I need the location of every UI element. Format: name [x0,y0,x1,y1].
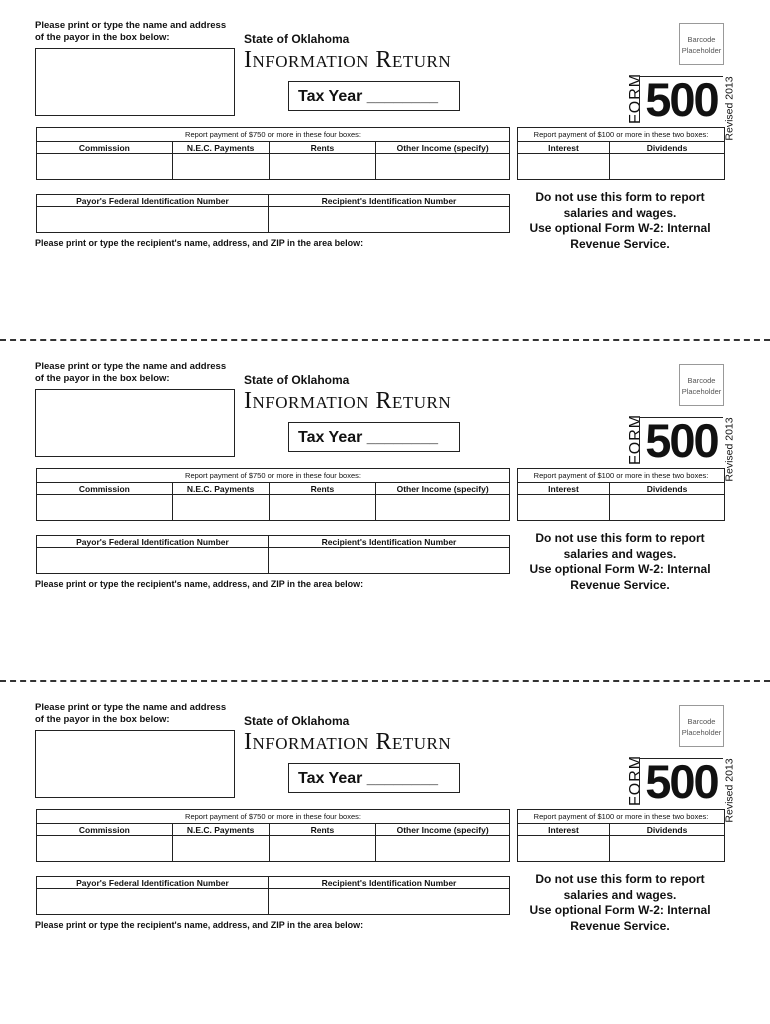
col-nec-payments: N.E.C. Payments [172,483,269,495]
recipient-id-field[interactable] [269,548,510,574]
warning-text: Do not use this form to report salaries and wages. Use optional Form W-2: Internal Revenue Service. [529,531,711,592]
interest-field[interactable] [518,495,610,521]
interest-field[interactable] [518,154,610,180]
warning-text: Do not use this form to report salaries and wages. Use optional Form W-2: Internal Revenue Service. [529,872,711,933]
payor-address-box[interactable] [35,389,235,457]
recipient-id-label: Recipient's Identification Number [269,877,510,889]
dividends-field[interactable] [610,154,725,180]
col-interest: Interest [518,142,610,154]
payor-fein-field[interactable] [37,207,269,233]
col-commission: Commission [37,483,173,495]
banner-750: Report payment of $750 or more in these four boxes: [37,128,510,142]
col-nec-payments: N.E.C. Payments [172,824,269,836]
barcode-placeholder: Barcode Placeholder [679,705,724,747]
rents-field[interactable] [269,495,376,521]
payments-100-table [517,809,725,862]
form-title: Information Return [244,729,452,755]
recipient-id-field[interactable] [269,889,510,915]
commission-field[interactable] [37,154,173,180]
payor-instruction: Please print or type the name and address of the payor in the box below: [35,20,227,43]
form-number: 500 [639,417,723,463]
form-title: Information Return [244,47,452,73]
col-dividends: Dividends [610,824,725,836]
nec-payments-field[interactable] [172,495,269,521]
cut-line [0,339,770,341]
col-dividends: Dividends [610,483,725,495]
recipient-id-field[interactable] [269,207,510,233]
information-return-form-1 [0,0,770,300]
other-income-field[interactable] [376,154,510,180]
commission-field[interactable] [37,495,173,521]
payor-fein-label: Payor's Federal Identification Number [37,536,269,548]
other-income-field[interactable] [376,836,510,862]
banner-100: Report payment of $100 or more in these two boxes: [518,810,725,824]
payments-750-table [36,468,510,521]
rents-field[interactable] [269,154,376,180]
payments-750-table [36,127,510,180]
identification-table [36,876,510,915]
payor-fein-field[interactable] [37,548,269,574]
recipient-id-label: Recipient's Identification Number [269,536,510,548]
col-rents: Rents [269,483,376,495]
col-commission: Commission [37,824,173,836]
identification-table [36,535,510,574]
col-other-income: Other Income (specify) [376,824,510,836]
state-label: State of Oklahoma [244,373,350,387]
col-rents: Rents [269,142,376,154]
tax-year-field[interactable]: Tax Year ________ [288,763,460,793]
banner-100: Report payment of $100 or more in these two boxes: [518,469,725,483]
banner-100: Report payment of $100 or more in these two boxes: [518,128,725,142]
tax-year-field[interactable]: Tax Year ________ [288,81,460,111]
commission-field[interactable] [37,836,173,862]
banner-750: Report payment of $750 or more in these four boxes: [37,810,510,824]
form-number: 500 [639,76,723,122]
revised-date: Revised 2013 [723,417,736,482]
payor-address-box[interactable] [35,730,235,798]
state-label: State of Oklahoma [244,714,350,728]
col-interest: Interest [518,824,610,836]
col-commission: Commission [37,142,173,154]
nec-payments-field[interactable] [172,836,269,862]
col-nec-payments: N.E.C. Payments [172,142,269,154]
payor-fein-label: Payor's Federal Identification Number [37,195,269,207]
payments-100-table [517,127,725,180]
col-rents: Rents [269,824,376,836]
rents-field[interactable] [269,836,376,862]
state-label: State of Oklahoma [244,32,350,46]
revised-date: Revised 2013 [723,758,736,823]
recipient-instruction: Please print or type the recipient's name, address, and ZIP in the area below: [35,920,364,930]
col-other-income: Other Income (specify) [376,142,510,154]
form-title: Information Return [244,388,452,414]
payor-instruction: Please print or type the name and address of the payor in the box below: [35,702,227,725]
information-return-form-2 [0,341,770,641]
payor-fein-label: Payor's Federal Identification Number [37,877,269,889]
col-dividends: Dividends [610,142,725,154]
payments-100-table [517,468,725,521]
cut-line [0,680,770,682]
warning-text: Do not use this form to report salaries and wages. Use optional Form W-2: Internal Revenue Service. [529,190,711,251]
information-return-form-3 [0,682,770,982]
payments-750-table [36,809,510,862]
recipient-instruction: Please print or type the recipient's name, address, and ZIP in the area below: [35,579,364,589]
barcode-placeholder: Barcode Placeholder [679,364,724,406]
col-interest: Interest [518,483,610,495]
payor-address-box[interactable] [35,48,235,116]
other-income-field[interactable] [376,495,510,521]
identification-table [36,194,510,233]
banner-750: Report payment of $750 or more in these four boxes: [37,469,510,483]
col-other-income: Other Income (specify) [376,483,510,495]
interest-field[interactable] [518,836,610,862]
recipient-instruction: Please print or type the recipient's name, address, and ZIP in the area below: [35,238,364,248]
tax-year-field[interactable]: Tax Year ________ [288,422,460,452]
payor-fein-field[interactable] [37,889,269,915]
revised-date: Revised 2013 [723,76,736,141]
form-label: FORM [627,72,644,124]
dividends-field[interactable] [610,836,725,862]
form-number: 500 [639,758,723,804]
barcode-placeholder: Barcode Placeholder [679,23,724,65]
form-label: FORM [627,754,644,806]
nec-payments-field[interactable] [172,154,269,180]
payor-instruction: Please print or type the name and address of the payor in the box below: [35,361,227,384]
recipient-id-label: Recipient's Identification Number [269,195,510,207]
dividends-field[interactable] [610,495,725,521]
form-label: FORM [627,413,644,465]
